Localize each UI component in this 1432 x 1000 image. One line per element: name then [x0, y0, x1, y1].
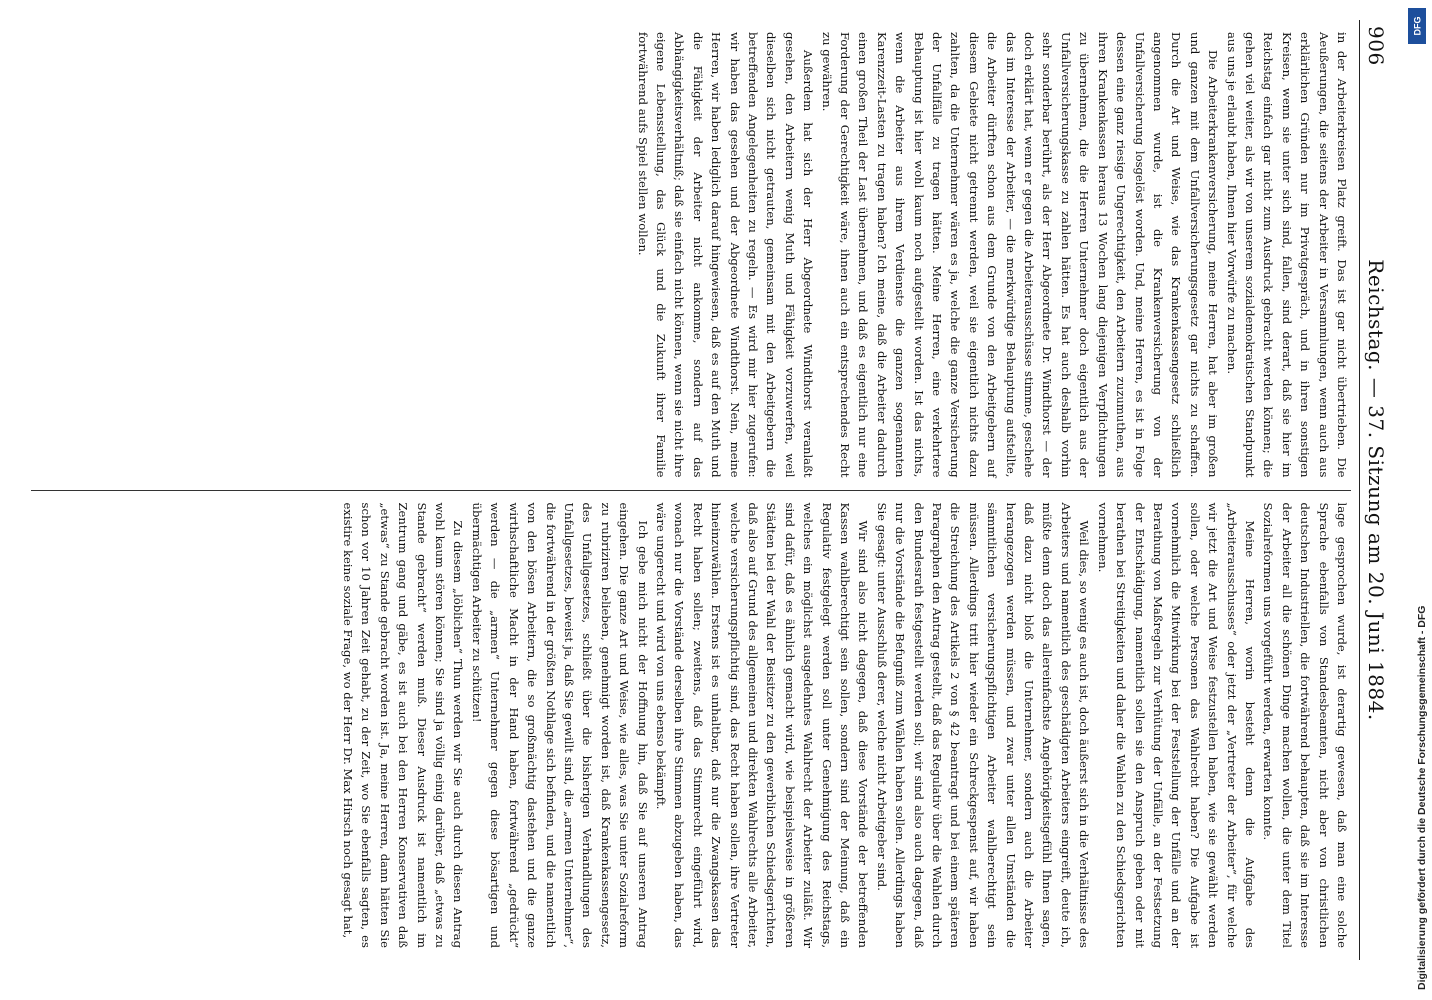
paragraph: Wir sind also nicht dagegen, daß diese Vorstände der betreffenden Kassen wahlberechtigt sein sollen, sondern sind der Meinung, daß ein Regulativ festgelegt werden soll unter Genehmigung des Reichstags, welches ein möglichst ausgedehntes Wahlrecht der Arbeiter zuläßt. Wir sind dafür, daß es ähnlich gemacht wird, wie beispielsweise in größeren Städten bei der Wahl der Beisitzer zu den gewerblichen Schiedsgerichten, daß also auf Grund des allgemeinen und direkten Wahlrechts alle Arbeiter, welche versicherungspflichtig sind, das Recht haben sollen, ihre Vertreter hineinzuwählen. Erstens ist es unhaltbar, daß nur die Zwangskassen das Recht haben sollen; zweitens, daß das Stimmrecht eingeführt wird, wonach nur die Vorstände derselben ihre Stimmen abzugeben haben, das wäre ungerecht und wird von uns ebenso bekämpft. [653, 502, 871, 948]
paragraph: Weil dies, so wenig es auch ist, doch äußerst sich in die Verhältnisse des Arbeiters und namentlich des geschädigten Arbeiters eingreift, deute ich, müßte denn doch das allereinfachste Angehörigkeitsgefühl Ihnen sagen, daß dazu nicht bloß die Unternehmer, sondern auch die Arbeiter herangezogen werden müssen, und zwar unter allen Umständen die sämmtlichen versicherungspflichtigen Arbeiter wahlberechtigt sein müssen. Allerdings tritt hier wieder ein Schreckgespenst auf, wir haben die Streichung des Artikels 2 von § 42 beantragt und bei einem späteren Paragraphen den Antrag gestellt, daß das Regulativ über die Wahlen durch den Bundesrath festgestellt werden soll; wir sind also auch dagegen, daß nur die Vorstände die Befugniß zum Wählen haben sollen. Allerdings haben Sie gesagt: unter Ausschluß derer, welche nicht Arbeitgeber sind. [874, 502, 1092, 948]
page-title: Reichstag. — 37. Sitzung am 20. Juni 1884. [1364, 259, 1388, 721]
paragraph: Außerdem hat sich der Herr Abgeordnete Windthorst veranlaßt gesehen, den Arbeitern wenig Muth und Fähigkeit vorzuwerfen, weil dieselben sich nicht getrauten, gemeinsam mit den Arbeitgebern die betreffenden Angelegenheiten zu regeln. — Es wird mir hier zugerufen: wir haben das gesehen und der Abgeordnete Windthorst. Nein, meine Herren, wir haben lediglich darauf hingewiesen, daß es auf den Muth und die Fähigkeit der Arbeiter nicht ankomme, sondern auf das Abhängigkeitsverhältniß; daß sie einfach nicht können, wenn sie nicht ihre eigene Lebensstellung, das Glück und die Zukunft ihrer Familie fortwährend aufs Spiel stellen wollen. [635, 32, 816, 478]
paragraph: in der Arbeiterkreisen Platz greift. Das ist gar nicht übertrieben. Die Aeußerungen, die seitens der Arbeiter in Versammlungen, wenn auch aus erklärlichen Gründen nur im Privatgespräch, und in ihren sonstigen Kreisen, wenn sie unter sich sind, fallen, sind derart, daß sie hier im Reichstag einfach gar nicht zum Ausdruck gebracht werden können; die gehen viel weiter, als wir von unserem sozialdemokratischen Standpunkt aus uns je erlaubt haben, Ihnen hier Vorwürfe zu machen. [1224, 32, 1349, 478]
rotated-document-page [30, 20, 1410, 960]
dfg-logo: DFG [1408, 8, 1426, 44]
left-column [31, 20, 1351, 490]
paragraph: Zu diesem „löblichen“ Thun werden wir Sie auch durch diesen Antrag wohl kaum stören können; Sie sind ja völlig einig darüber, daß „etwas zu Stande gebracht“ werden muß. Dieser Ausdruck ist namentlich im Zentrum gang und gäbe, es ist auch bei den Herren Konservativen daß „etwas“ zu Stande gebracht worden ist. Ja, meine Herren, dann hätten Sie schon vor 10 Jahren Zeit gehabt, zu der Zeit, wo Sie ebenfalls sagten, es existire keine soziale Frage, wo der Herr Dr. Max Hirsch noch gesagt hat, [341, 502, 466, 948]
paragraph: lage gesprochen wurde, ist derartig gewesen, daß man eine solche Sprache ebenfalls von Standesbeamten, nicht aber von christlichen deutschen Industriellen, die fortwährend behaupten, daß sie im Interesse der Arbeiter all die schönen Dinge machen wollen, die unter dem Titel Sozialreformen uns vorgeführt werden, erwarten konnte. [1261, 502, 1349, 948]
paragraph: Meine Herren, worin besteht denn die Aufgabe des „Arbeiterausschusses“ oder jetzt der „Vertreter der Arbeiter“, für welche wir jetzt die Art und Weise festzustellen haben, wie sie gewählt werden sollen, oder welche Personen das Wahlrecht haben? Die Aufgabe ist vornehmlich die Mitwirkung bei der Feststellung der Unfälle und an der Berathung von Maßregeln zur Verhütung der Unfälle, an der Festsetzung der Entschädigung, namentlich sollen sie den Anspruch geben oder mit berathen bei Streitigkeiten und daher die Wahlen zu den Schiedsgerichten vornehmen. [1095, 502, 1257, 948]
page-number: 906 [1364, 26, 1388, 66]
dfg-credit-strip [1400, 0, 1432, 1000]
paragraph: Die Arbeiterkrankenversicherung, meine Herren, hat aber im großen und ganzen mit dem Unfallversicherungsgesetz gar nichts zu schaffen. Durch die Art und Weise, wie das Krankenkassengesetz schließlich angenommen wurde, ist die Krankenversicherung von der Unfallversicherung losgelöst worden. Und, meine Herren, es ist in Folge dessen eine ganz riesige Ungerechtigkeit, den Arbeitern zuzumuthen, aus ihren Krankenkassen heraus 13 Wochen lang diejenigen Verpflichtungen zu übernehmen, die die Herren Unternehmer doch eigentlich aus der Unfallversicherungskasse zu zahlen hätten. Es hat auch deshalb vorhin sehr sonderbar berührt, als der Herr Abgeordnete Dr. Windthorst — der doch erklärt hat, wenn er gegen die Arbeiterausschüsse stimme, geschehe das im Interesse der Arbeiter, — die merkwürdige Behauptung aufstellte, die Arbeiter dürften schon aus dem Grunde von den Arbeitgebern auf diesem Gebiete nicht getrennt werden, weil sie eigentlich nichts dazu zahlten, da die Unternehmer wären es ja, welche die ganze Versicherung der Unfallfälle zu tragen hätten. Meine Herren, eine verkehrtere Behauptung ist hier wohl kaum noch aufgestellt worden. Ist das nichts, wenn die Arbeiter aus ihrem Verdienste die ganzen sogenannten Karenzzeit-Lasten zu tragen haben? Ich meine, daß die Arbeiter dadurch einen großen Theil der Last übernehmen, und daß es eigentlich nur eine Forderung der Gerechtigkeit wäre, ihnen auch ein entsprechendes Recht zu gewähren. [819, 32, 1221, 478]
dfg-credit-text: Digitalisierung gefördert durch die Deutsche Forschungsgemeinschaft - DFG [1416, 605, 1428, 990]
right-column [31, 490, 1351, 961]
text-columns [31, 20, 1351, 960]
paragraph: Ich gebe mich nicht der Hoffnung hin, daß Sie auf unseren Antrag eingehen. Die ganze Art und Weise, wie alles, was Sie unter Sozialreform zu rubriziren belieben, genehmigt worden ist, daß Krankenkassengesetz, des Unfallgesetzes, schließt über die bisherigen Verhandlungen des Unfallgesetzes, beweist ja, daß Sie gewillt sind, die „armen Unternehmer“, die fortwährend in der größten Nothlage sich befinden, und die namentlich von den bösen Arbeitern, die so großmächtig dastehen und die ganze wirthschaftliche Macht in der Hand haben, fortwährend „gedrückt“ werden — die „armen“ Unternehmer gegen diese bösartigen und übermächtigen Arbeiter zu schützen! [469, 502, 650, 948]
